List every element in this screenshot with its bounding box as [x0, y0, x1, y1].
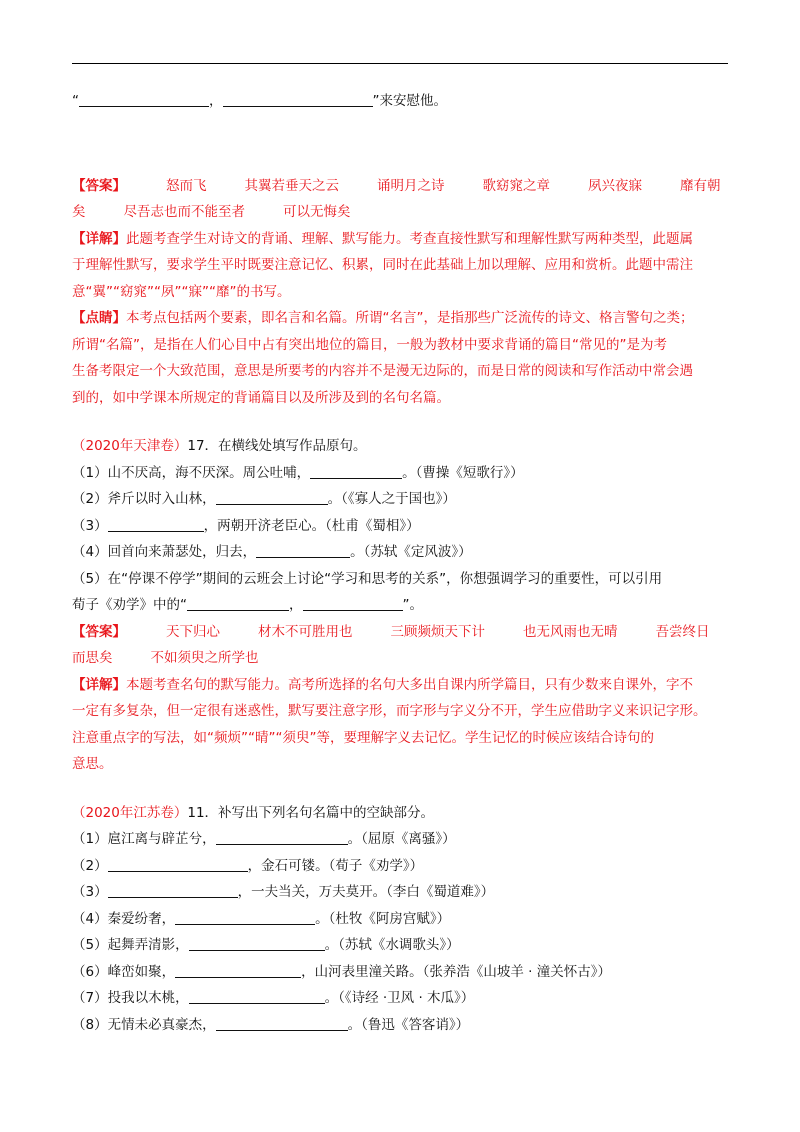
- item-text: （5）起舞弄清影，: [72, 937, 189, 953]
- document-body: [72, 88, 728, 1038]
- item-text: ，两朝开济老臣心。（杜甫《蜀相》）: [203, 517, 420, 534]
- item-text: （1）扈江离与辟芷兮，: [72, 831, 216, 847]
- detail-line: 注意重点字的写法，如“频烦”“晴”“须臾”等，要理解字义去记忆。学生记忆的时候应该结合诗句的: [72, 729, 654, 746]
- intro-close-text: ”来安慰他。: [372, 93, 447, 109]
- question-item: [72, 853, 728, 880]
- detail-line: 一定有多复杂，但一定很有迷惑性，默写要注意字形，而字形与字义分不开，学生应借助字义来识记字形。: [72, 703, 707, 719]
- detail-label: 【详解】: [72, 230, 126, 247]
- question-item: [72, 539, 728, 566]
- detail-text: 本题考查名句的默写能力。高考所选择的名句大多出自课内所学篇目，只有少数来自课外，字不: [126, 676, 693, 693]
- blank-line: [256, 543, 350, 558]
- separator: ，: [209, 93, 223, 109]
- detail-line: 意思。: [72, 756, 113, 772]
- item-text: ”。: [402, 597, 423, 613]
- point-line: 生备考限定一个大致范围，意思是所要考的内容并不是漫无边际的，而是日常的阅读和写作活动中常会遇: [72, 363, 693, 379]
- blank-line: [310, 464, 402, 479]
- question-item: [72, 985, 728, 1012]
- item-text: 。（苏轼《定风波》）: [350, 544, 472, 560]
- answer-item: 诵明月之诗: [377, 177, 445, 194]
- detail-line: 于理解性默写，要求学生平时既要注意记忆、积累，同时在此基础上加以理解、应用和赏析。此题中需注: [72, 257, 693, 273]
- blank-line: [108, 517, 204, 532]
- blank-line: [187, 596, 289, 611]
- item-text: （1）山不厌高，海不厌深。周公吐哺，: [72, 464, 311, 481]
- item-text: 。（屈原《离骚》）: [347, 831, 456, 847]
- question-text: 11．补写出下列名句名篇中的空缺部分。: [187, 804, 435, 821]
- item-text: 。（苏轼《水调歌头》）: [324, 937, 460, 953]
- blank-line: [189, 936, 325, 951]
- answer-item: 材木不可胜用也: [258, 623, 353, 640]
- item-text: 。（曹操《短歌行》）: [402, 464, 524, 481]
- answer-item: 矣: [72, 204, 86, 220]
- blank-line: [108, 857, 248, 872]
- open-quote: “: [72, 93, 79, 109]
- item-text: ，山河表里潼关路。（张养浩《山坡羊 · 潼关怀古》）: [301, 963, 611, 980]
- item-text: （3）: [72, 884, 108, 900]
- question-title: [72, 800, 728, 827]
- answer-item: 夙兴夜寐: [588, 177, 642, 194]
- question-item: [72, 513, 728, 540]
- header-rule: [72, 63, 728, 64]
- point-line: 所谓“名篇”，是指在人们心目中占有突出地位的篇目，一般为教材中要求背诵的篇目“常见的”是为考: [72, 336, 667, 353]
- answer-item: 靡有朝: [680, 177, 721, 194]
- blank-line: [108, 883, 238, 898]
- question-item: [72, 592, 728, 619]
- answer-line: [72, 619, 728, 646]
- item-text: （3）: [72, 517, 108, 534]
- answer-item: 也无风雨也无晴: [523, 623, 618, 640]
- answer-label: 【答案】: [72, 177, 126, 194]
- answer-item: 三顾频烦天下计: [390, 623, 485, 640]
- item-text: （7）投我以木桃，: [72, 990, 189, 1006]
- answer-item: 吾尝终日: [655, 623, 710, 640]
- answer-item: 其翼若垂天之云: [244, 177, 339, 194]
- intro-line: [72, 88, 728, 115]
- blank-line: [216, 830, 348, 845]
- detail-line: [72, 226, 728, 253]
- blank-line: [175, 910, 315, 925]
- blank-line: [189, 989, 325, 1004]
- question-item: [72, 460, 728, 487]
- question-item: [72, 1012, 728, 1039]
- question-source: （2020年天津卷）: [72, 438, 188, 454]
- item-text: （8）无情未必真豪杰，: [72, 1016, 216, 1033]
- question-item: [72, 906, 728, 933]
- item-text: ，一夫当关，万夫莫开。（李白《蜀道难》）: [237, 884, 495, 900]
- answer-item: 可以无悔矣: [283, 204, 351, 220]
- blank-line: [216, 490, 328, 505]
- answer-item: 天下归心: [166, 623, 220, 640]
- answer-item: 怒而飞: [166, 177, 207, 194]
- answer-line: [72, 645, 728, 672]
- detail-label: 【详解】: [72, 676, 126, 693]
- question-source: （2020年江苏卷）: [72, 804, 188, 821]
- answer-item: 尽吾志也而不能至者: [123, 204, 245, 220]
- point-label: 【点睛】: [72, 310, 126, 326]
- answer-line: [72, 199, 728, 226]
- blank-line: [216, 1016, 348, 1031]
- item-text: （4）回首向来萧瑟处，归去，: [72, 544, 257, 560]
- detail-text: 此题考查学生对诗文的背诵、理解、默写能力。考查直接性默写和理解性默写两种类型，此题属: [126, 230, 693, 247]
- item-text: （2）斧斤以时入山林，: [72, 491, 216, 507]
- item-text: （4）秦爱纷奢，: [72, 910, 176, 927]
- answer-item: 而思矣: [72, 650, 113, 666]
- blank-line: [175, 963, 301, 978]
- question-item: [72, 486, 728, 513]
- item-text: （2）: [72, 857, 108, 874]
- point-text: 本考点包括两个要素，即名言和名篇。所谓“名言”，是指那些广泛流传的诗文、格言警句之类；: [126, 310, 694, 326]
- question-item: [72, 959, 728, 986]
- item-text: ，金石可镂。（荀子《劝学》）: [247, 857, 424, 874]
- blank-line: [79, 92, 209, 107]
- answer-item: 歌窈窕之章: [482, 177, 550, 194]
- question-text: 17．在横线处填写作品原句。: [187, 438, 367, 454]
- answer-item: 不如须臾之所学也: [150, 650, 259, 666]
- point-line: [72, 305, 728, 332]
- answer-label: 【答案】: [72, 623, 126, 640]
- detail-line: 意“翼”“窈窕”“夙”“寐”“靡”的书写。: [72, 283, 291, 300]
- answer-line: [72, 173, 728, 200]
- question-item: [72, 826, 728, 853]
- item-text: 。（鲁迅《答客诮》）: [347, 1016, 470, 1033]
- item-text: 荀子《劝学》中的“: [72, 597, 187, 613]
- question-item: [72, 879, 728, 906]
- item-text: ，: [289, 597, 303, 613]
- detail-line: [72, 672, 728, 699]
- point-line: 到的，如中学课本所规定的背诵篇目以及所涉及到的名句名篇。: [72, 389, 450, 406]
- blank-line: [303, 596, 403, 611]
- item-text: 。（《诗经 ·卫风 · 木瓜》）: [324, 990, 475, 1006]
- question-title: [72, 433, 728, 460]
- question-item: [72, 932, 728, 959]
- item-text: 。（杜牧《阿房宫赋》）: [315, 910, 451, 927]
- question-item: （5）在“停课不停学”期间的云班会上讨论“学习和思考的关系”，你想强调学习的重要性，可以引用: [72, 570, 663, 587]
- item-text: 。（《寡人之于国也》）: [327, 491, 456, 507]
- blank-line: [223, 92, 373, 107]
- item-text: （6）峰峦如聚，: [72, 963, 176, 980]
